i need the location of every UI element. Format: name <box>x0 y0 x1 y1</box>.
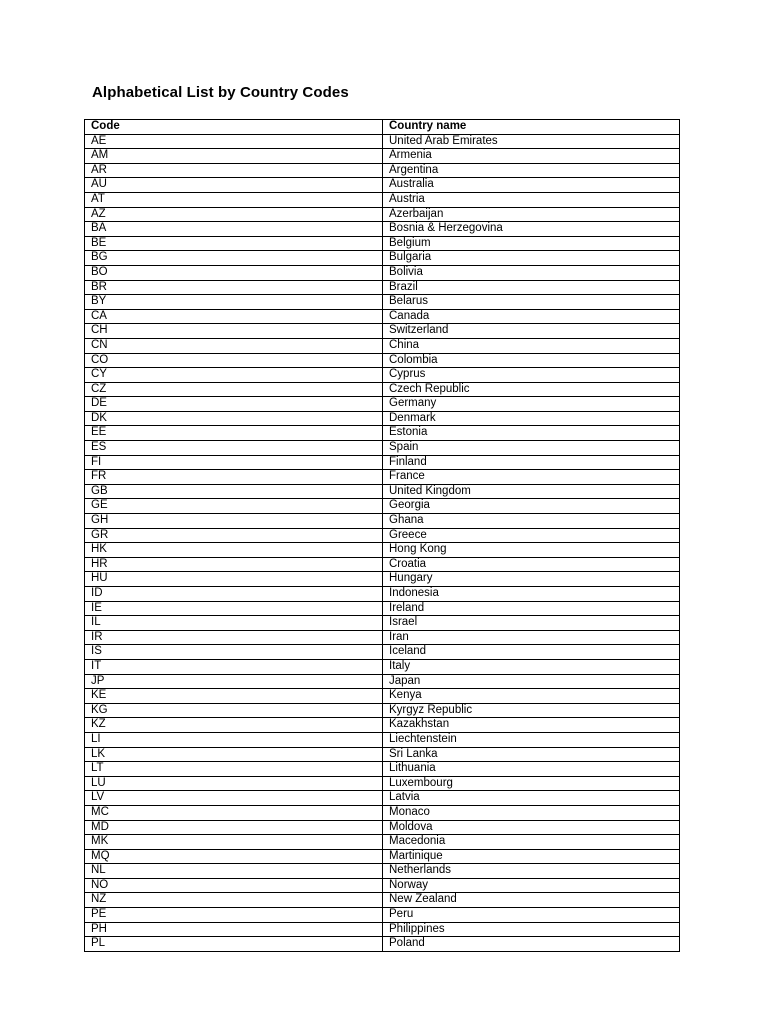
table-row <box>85 236 680 251</box>
country-code-cell: KG <box>85 703 383 718</box>
country-name-cell: Indonesia <box>383 587 680 602</box>
country-name-cell: Liechtenstein <box>383 732 680 747</box>
table-row <box>85 805 680 820</box>
country-name-cell: China <box>383 338 680 353</box>
table-row <box>85 630 680 645</box>
country-name-cell: Armenia <box>383 149 680 164</box>
country-code-cell: IR <box>85 630 383 645</box>
table-row <box>85 674 680 689</box>
table-row <box>85 397 680 412</box>
country-name-cell: Kazakhstan <box>383 718 680 733</box>
country-name-cell: Moldova <box>383 820 680 835</box>
country-code-cell: BO <box>85 265 383 280</box>
country-name-cell: Israel <box>383 616 680 631</box>
country-name-cell: Hong Kong <box>383 543 680 558</box>
country-code-cell: BY <box>85 295 383 310</box>
table-row <box>85 178 680 193</box>
country-name-cell: New Zealand <box>383 893 680 908</box>
country-name-cell: Norway <box>383 878 680 893</box>
country-code-cell: BG <box>85 251 383 266</box>
country-code-cell: FI <box>85 455 383 470</box>
country-name-cell: Finland <box>383 455 680 470</box>
country-code-cell: FR <box>85 470 383 485</box>
country-name-cell: Poland <box>383 937 680 952</box>
country-code-cell: KZ <box>85 718 383 733</box>
column-header-country-name: Country name <box>383 120 680 135</box>
table-row <box>85 718 680 733</box>
country-name-cell: Estonia <box>383 426 680 441</box>
table-row <box>85 572 680 587</box>
table-row <box>85 908 680 923</box>
country-name-cell: Austria <box>383 192 680 207</box>
country-code-cell: LV <box>85 791 383 806</box>
table-body <box>85 134 680 951</box>
table-row <box>85 484 680 499</box>
country-code-cell: AZ <box>85 207 383 222</box>
country-code-cell: MC <box>85 805 383 820</box>
table-row <box>85 820 680 835</box>
country-name-cell: Latvia <box>383 791 680 806</box>
table-row <box>85 514 680 529</box>
country-name-cell: Germany <box>383 397 680 412</box>
country-code-cell: CO <box>85 353 383 368</box>
table-row <box>85 192 680 207</box>
table-row <box>85 441 680 456</box>
country-name-cell: Greece <box>383 528 680 543</box>
table-row <box>85 134 680 149</box>
country-code-cell: PH <box>85 922 383 937</box>
country-code-cell: ES <box>85 441 383 456</box>
country-name-cell: Philippines <box>383 922 680 937</box>
country-code-cell: GB <box>85 484 383 499</box>
table-header-row <box>85 120 680 135</box>
country-name-cell: Macedonia <box>383 835 680 850</box>
country-name-cell: Iceland <box>383 645 680 660</box>
country-name-cell: Kyrgyz Republic <box>383 703 680 718</box>
country-name-cell: Australia <box>383 178 680 193</box>
country-name-cell: Ghana <box>383 514 680 529</box>
country-name-cell: Czech Republic <box>383 382 680 397</box>
country-code-cell: LK <box>85 747 383 762</box>
country-code-cell: IS <box>85 645 383 660</box>
country-name-cell: Colombia <box>383 353 680 368</box>
country-name-cell: Cyprus <box>383 368 680 383</box>
country-name-cell: Ireland <box>383 601 680 616</box>
table-row <box>85 835 680 850</box>
country-code-cell: AT <box>85 192 383 207</box>
country-name-cell: Georgia <box>383 499 680 514</box>
table-row <box>85 659 680 674</box>
country-code-cell: EE <box>85 426 383 441</box>
country-code-cell: AU <box>85 178 383 193</box>
table-row <box>85 703 680 718</box>
country-name-cell: Japan <box>383 674 680 689</box>
country-name-cell: Bulgaria <box>383 251 680 266</box>
country-name-cell: Argentina <box>383 163 680 178</box>
country-codes-table <box>84 119 680 952</box>
country-name-cell: Iran <box>383 630 680 645</box>
table-row <box>85 222 680 237</box>
table-row <box>85 309 680 324</box>
country-name-cell: Denmark <box>383 411 680 426</box>
country-name-cell: Kenya <box>383 689 680 704</box>
table-row <box>85 878 680 893</box>
country-name-cell: Peru <box>383 908 680 923</box>
table-row <box>85 587 680 602</box>
table-row <box>85 280 680 295</box>
table-row <box>85 411 680 426</box>
column-header-code: Code <box>85 120 383 135</box>
country-code-cell: HK <box>85 543 383 558</box>
country-code-cell: HR <box>85 557 383 572</box>
country-code-cell: AM <box>85 149 383 164</box>
table-row <box>85 864 680 879</box>
country-code-cell: LT <box>85 762 383 777</box>
country-code-cell: IE <box>85 601 383 616</box>
country-name-cell: Croatia <box>383 557 680 572</box>
country-name-cell: Bolivia <box>383 265 680 280</box>
country-code-cell: AE <box>85 134 383 149</box>
country-code-cell: PE <box>85 908 383 923</box>
table-row <box>85 528 680 543</box>
country-name-cell: Switzerland <box>383 324 680 339</box>
country-code-cell: NZ <box>85 893 383 908</box>
country-name-cell: Hungary <box>383 572 680 587</box>
country-name-cell: United Kingdom <box>383 484 680 499</box>
country-code-cell: MQ <box>85 849 383 864</box>
country-name-cell: Belgium <box>383 236 680 251</box>
table-row <box>85 776 680 791</box>
table-row <box>85 455 680 470</box>
table-row <box>85 207 680 222</box>
country-code-cell: NL <box>85 864 383 879</box>
country-code-cell: AR <box>85 163 383 178</box>
country-code-cell: BR <box>85 280 383 295</box>
country-code-cell: BA <box>85 222 383 237</box>
country-code-cell: IT <box>85 659 383 674</box>
table-row <box>85 922 680 937</box>
country-name-cell: Canada <box>383 309 680 324</box>
country-code-cell: ID <box>85 587 383 602</box>
country-code-cell: BE <box>85 236 383 251</box>
page-title: Alphabetical List by Country Codes <box>92 84 349 101</box>
table-row <box>85 849 680 864</box>
country-code-cell: MD <box>85 820 383 835</box>
table-row <box>85 382 680 397</box>
table-row <box>85 470 680 485</box>
country-name-cell: Monaco <box>383 805 680 820</box>
country-code-cell: GR <box>85 528 383 543</box>
country-code-cell: NO <box>85 878 383 893</box>
table-row <box>85 499 680 514</box>
table-row <box>85 689 680 704</box>
country-code-cell: CZ <box>85 382 383 397</box>
country-code-cell: PL <box>85 937 383 952</box>
table-row <box>85 149 680 164</box>
country-name-cell: Bosnia & Herzegovina <box>383 222 680 237</box>
country-name-cell: United Arab Emirates <box>383 134 680 149</box>
country-code-cell: DE <box>85 397 383 412</box>
table-row <box>85 601 680 616</box>
country-code-cell: HU <box>85 572 383 587</box>
country-code-cell: LI <box>85 732 383 747</box>
table-row <box>85 338 680 353</box>
table-row <box>85 265 680 280</box>
table-row <box>85 732 680 747</box>
country-name-cell: Italy <box>383 659 680 674</box>
country-code-cell: KE <box>85 689 383 704</box>
table-row <box>85 762 680 777</box>
table-row <box>85 616 680 631</box>
table-row <box>85 426 680 441</box>
country-code-cell: LU <box>85 776 383 791</box>
table-row <box>85 937 680 952</box>
country-name-cell: Netherlands <box>383 864 680 879</box>
table-row <box>85 747 680 762</box>
country-name-cell: France <box>383 470 680 485</box>
table-row <box>85 353 680 368</box>
country-code-cell: GE <box>85 499 383 514</box>
country-code-cell: JP <box>85 674 383 689</box>
table-row <box>85 251 680 266</box>
country-name-cell: Azerbaijan <box>383 207 680 222</box>
country-code-cell: IL <box>85 616 383 631</box>
table-row <box>85 645 680 660</box>
country-code-cell: CY <box>85 368 383 383</box>
country-code-cell: CH <box>85 324 383 339</box>
country-code-cell: GH <box>85 514 383 529</box>
country-name-cell: Luxembourg <box>383 776 680 791</box>
country-name-cell: Spain <box>383 441 680 456</box>
table-row <box>85 557 680 572</box>
country-code-cell: CN <box>85 338 383 353</box>
country-name-cell: Belarus <box>383 295 680 310</box>
table-row <box>85 295 680 310</box>
country-name-cell: Lithuania <box>383 762 680 777</box>
table-row <box>85 543 680 558</box>
table-row <box>85 163 680 178</box>
table-row <box>85 893 680 908</box>
table-row <box>85 791 680 806</box>
country-code-cell: DK <box>85 411 383 426</box>
country-name-cell: Brazil <box>383 280 680 295</box>
country-name-cell: Sri Lanka <box>383 747 680 762</box>
country-code-cell: CA <box>85 309 383 324</box>
country-name-cell: Martinique <box>383 849 680 864</box>
table-row <box>85 368 680 383</box>
table-row <box>85 324 680 339</box>
country-code-cell: MK <box>85 835 383 850</box>
